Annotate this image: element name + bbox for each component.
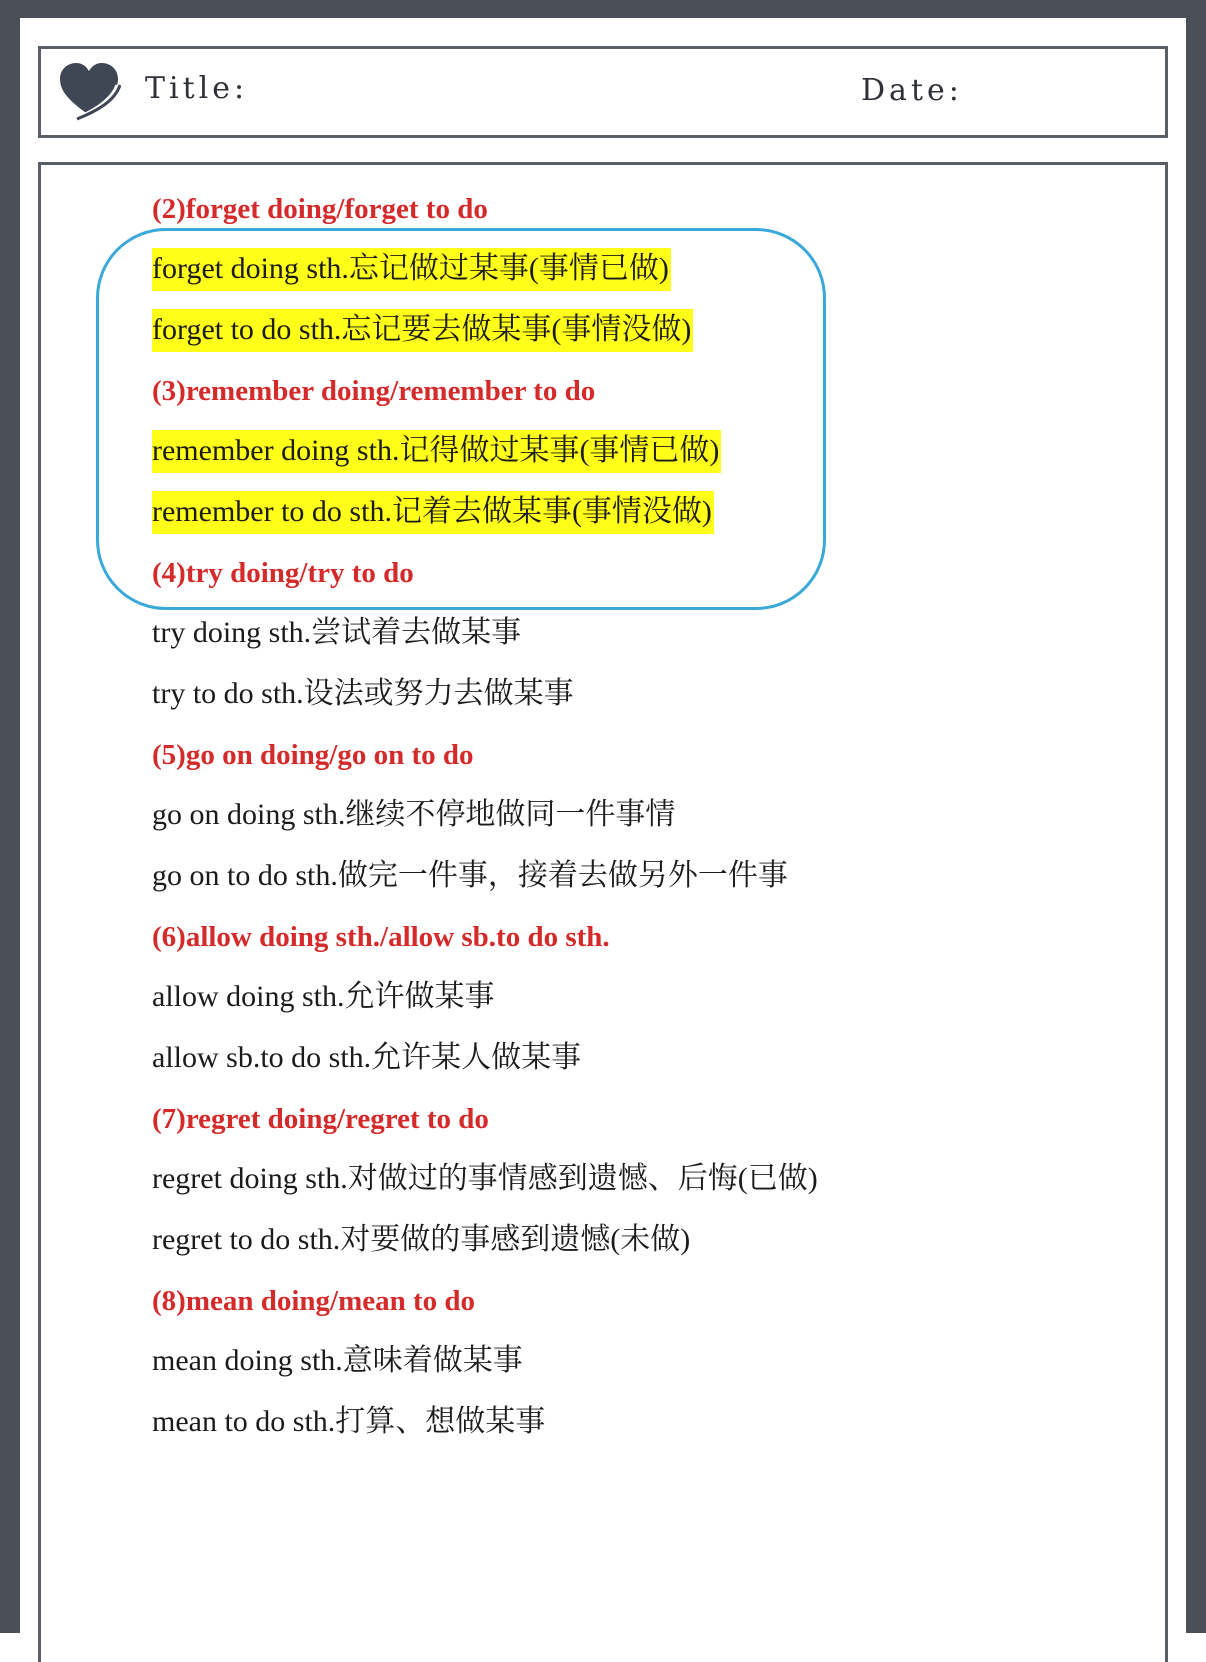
note-line: go on doing sth.继续不停地做同一件事情 xyxy=(152,798,676,831)
header-box xyxy=(38,46,1168,138)
highlighted-text: forget to do sth.忘记要去做某事(事情没做) xyxy=(152,309,693,352)
note-line xyxy=(152,491,714,533)
note-line: regret doing sth.对做过的事情感到遗憾、后悔(已做) xyxy=(152,1162,818,1195)
note-line: allow sb.to do sth.允许某人做某事 xyxy=(152,1041,582,1074)
note-line xyxy=(152,309,693,351)
note-line: allow doing sth.允许做某事 xyxy=(152,980,495,1013)
highlighted-text: remember to do sth.记着去做某事(事情没做) xyxy=(152,491,714,534)
note-line: mean doing sth.意味着做某事 xyxy=(152,1344,523,1377)
note-line: try doing sth.尝试着去做某事 xyxy=(152,616,522,649)
note-line xyxy=(152,248,671,290)
highlighted-text: remember doing sth.记得做过某事(事情已做) xyxy=(152,430,721,473)
section-heading: (6)allow doing sth./allow sb.to do sth. xyxy=(152,921,610,953)
note-line: try to do sth.设法或努力去做某事 xyxy=(152,677,574,710)
section-heading: (4)try doing/try to do xyxy=(152,557,414,589)
section-heading: (5)go on doing/go on to do xyxy=(152,739,474,771)
section-heading: (7)regret doing/regret to do xyxy=(152,1103,489,1135)
section-heading: (2)forget doing/forget to do xyxy=(152,193,488,225)
highlighted-text: forget doing sth.忘记做过某事(事情已做) xyxy=(152,248,671,291)
title-label: Title: xyxy=(145,71,249,106)
note-line xyxy=(152,430,721,472)
section-heading: (3)remember doing/remember to do xyxy=(152,375,596,407)
section-heading: (8)mean doing/mean to do xyxy=(152,1285,476,1317)
note-line: mean to do sth.打算、想做某事 xyxy=(152,1405,546,1438)
date-label: Date: xyxy=(861,73,963,108)
note-line: go on to do sth.做完一件事，接着去做另外一件事 xyxy=(152,859,788,892)
heart-icon xyxy=(57,59,121,121)
note-line: regret to do sth.对要做的事感到遗憾(未做) xyxy=(152,1223,691,1256)
